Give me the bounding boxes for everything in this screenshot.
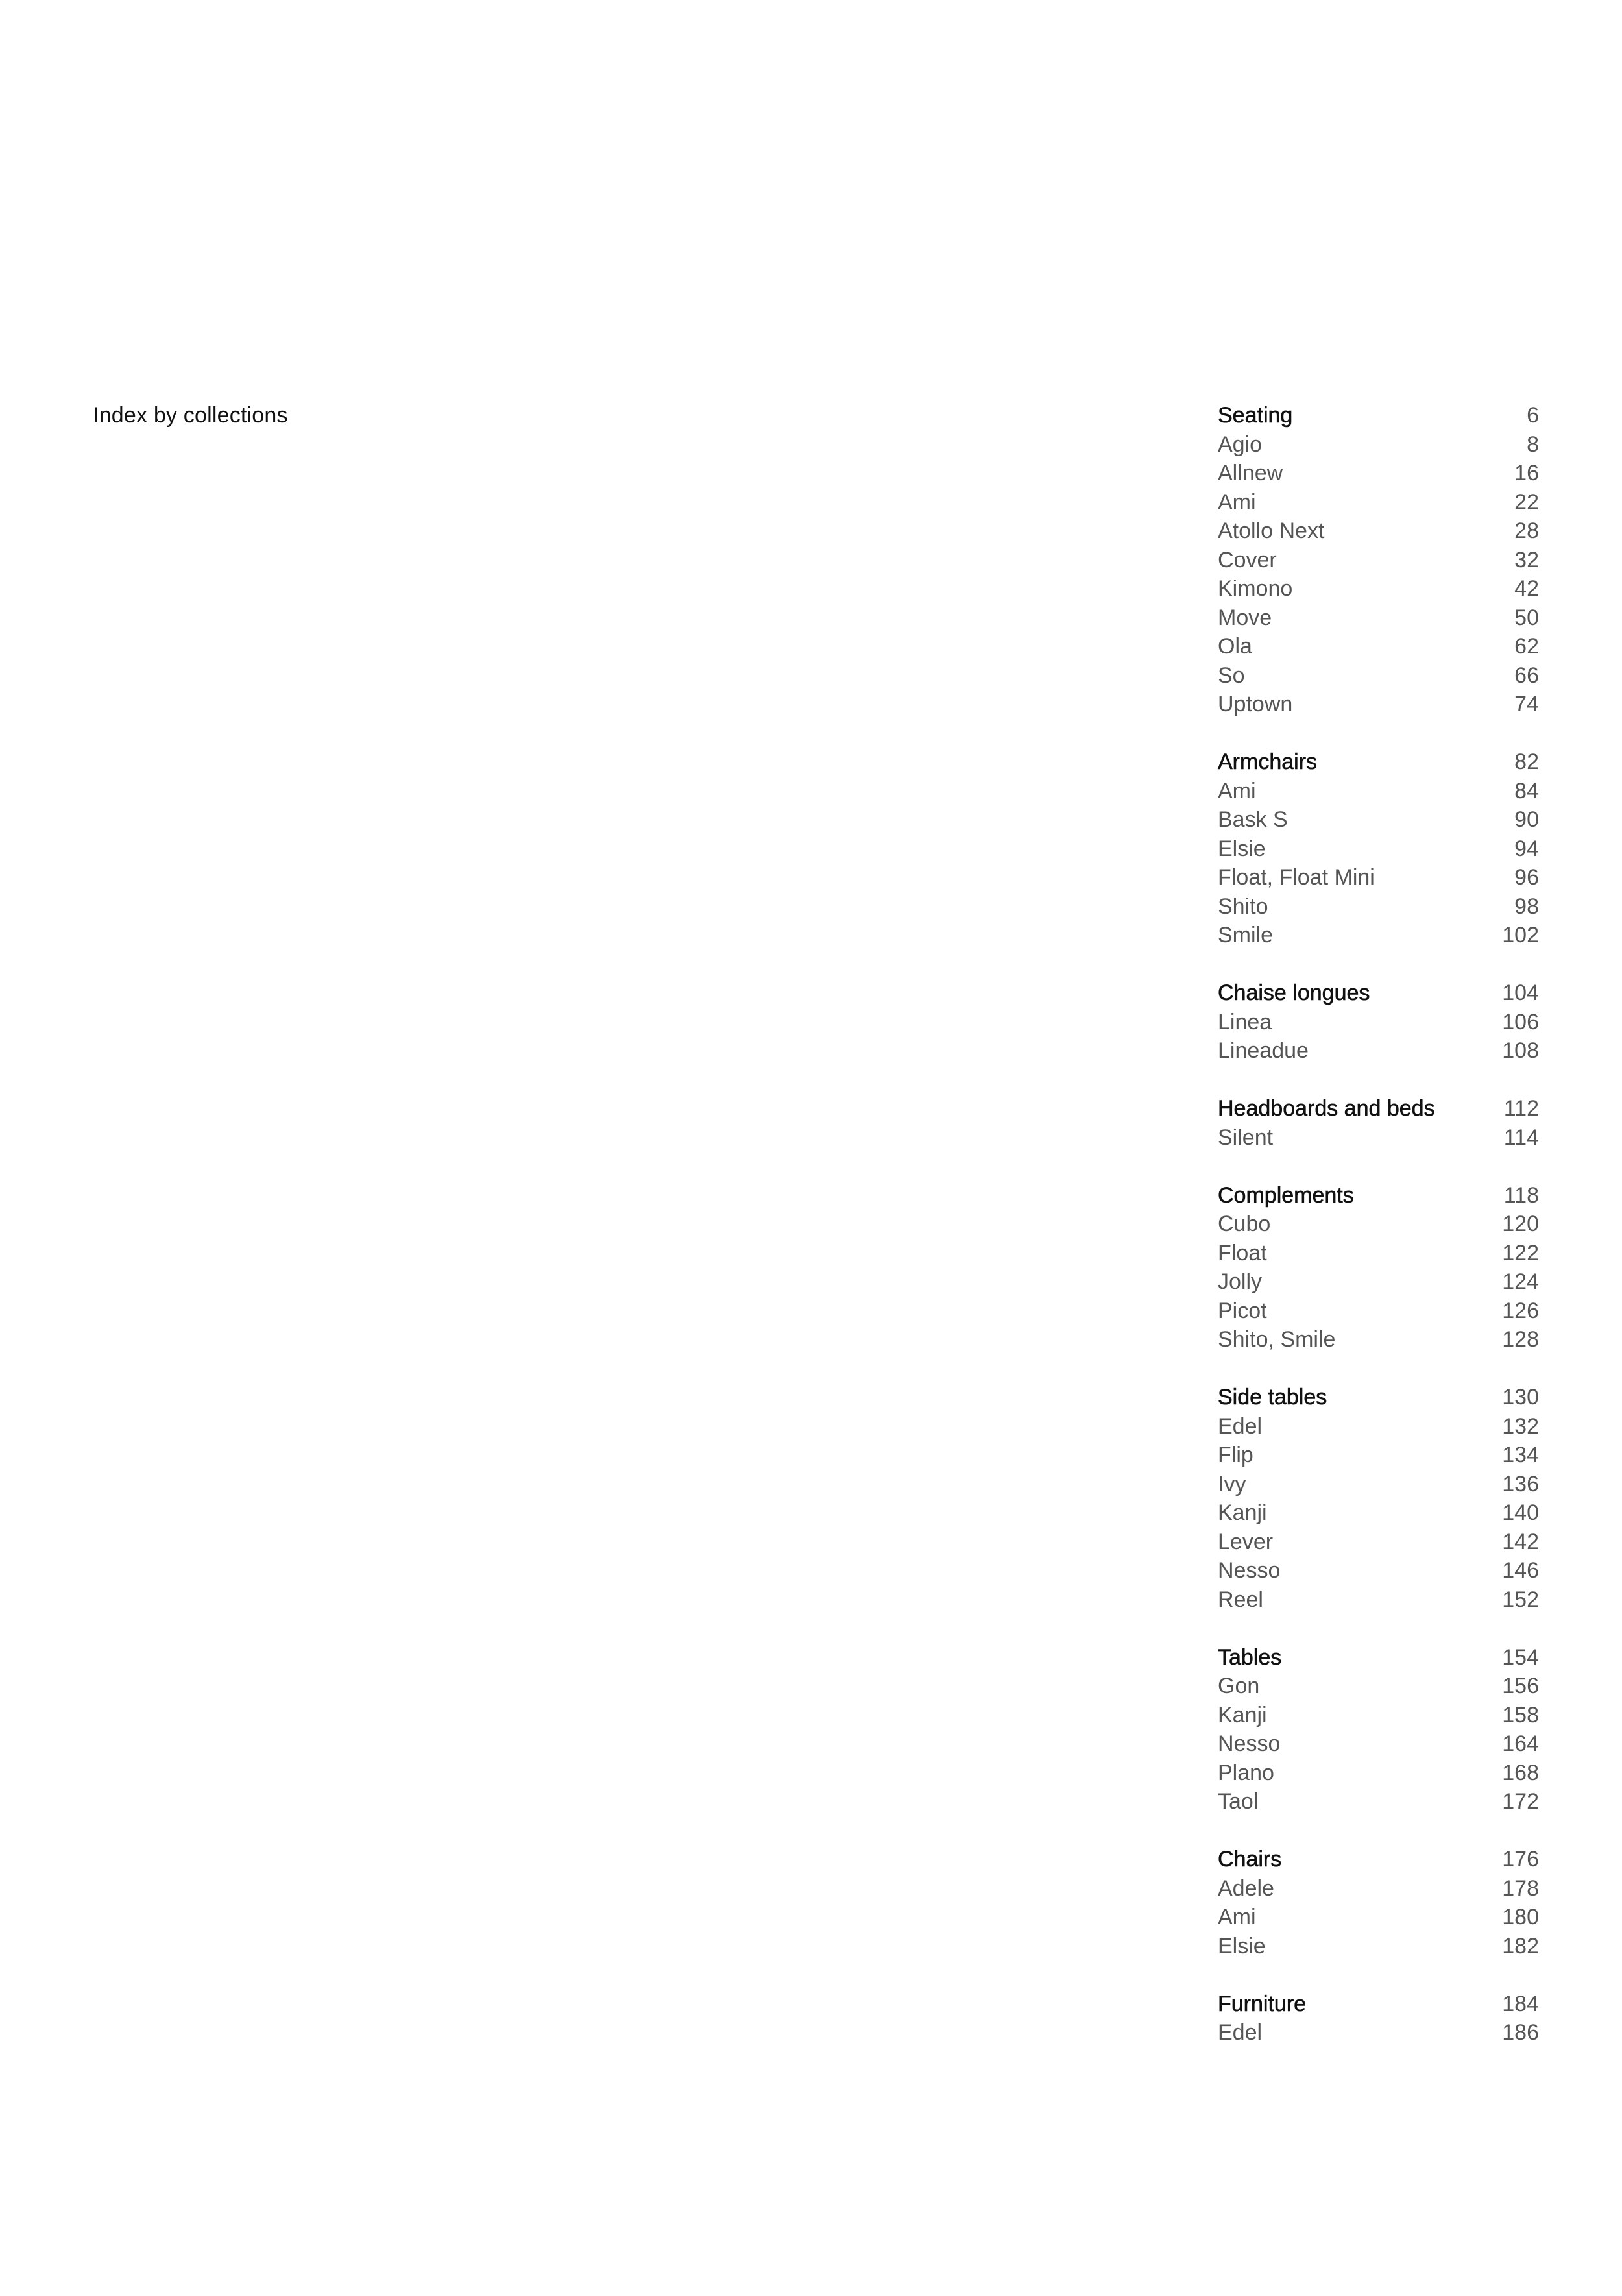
index-section (1218, 1845, 1539, 1960)
entry-page-number: 140 (1502, 1500, 1539, 1525)
section-heading-row[interactable] (1218, 1094, 1539, 1123)
entry-name: Ami (1218, 1905, 1256, 1929)
entry-page-number: 62 (1514, 634, 1539, 659)
section-heading-row[interactable] (1218, 1643, 1539, 1672)
index-entry[interactable] (1218, 1210, 1539, 1239)
section-heading: Furniture (1218, 1991, 1307, 2016)
entry-page-number: 152 (1502, 1587, 1539, 1612)
index-entry[interactable] (1218, 863, 1539, 892)
index-entry[interactable] (1218, 777, 1539, 806)
entry-name: Taol (1218, 1789, 1259, 1814)
index-entry[interactable] (1218, 1267, 1539, 1297)
entry-name: Edel (1218, 1413, 1263, 1439)
section-heading-row[interactable] (1218, 1383, 1539, 1412)
index-entry[interactable] (1218, 632, 1539, 661)
section-heading: Chaise longues (1218, 981, 1370, 1005)
entry-page-number: 28 (1514, 519, 1539, 543)
entry-page-number: 96 (1514, 865, 1539, 890)
entry-page-number: 178 (1502, 1875, 1539, 1901)
entry-name: Linea (1218, 1009, 1272, 1034)
entry-page-number: 16 (1514, 461, 1539, 485)
index-entry[interactable] (1218, 430, 1539, 459)
entry-name: Gon (1218, 1674, 1260, 1698)
entry-page-number: 90 (1514, 807, 1539, 832)
section-page-number: 82 (1514, 750, 1539, 774)
index-entry[interactable] (1218, 1008, 1539, 1037)
entry-page-number: 156 (1502, 1674, 1539, 1698)
index-entry[interactable] (1218, 1874, 1539, 1903)
index-entry[interactable] (1218, 1498, 1539, 1528)
entry-page-number: 114 (1503, 1125, 1539, 1150)
index-section (1218, 1181, 1539, 1354)
entry-name: Silent (1218, 1125, 1274, 1150)
entry-name: Ami (1218, 778, 1256, 803)
entry-page-number: 8 (1527, 432, 1539, 457)
index-section (1218, 1990, 1539, 2047)
index-entry[interactable] (1218, 1297, 1539, 1326)
index-entry[interactable] (1218, 1036, 1539, 1066)
entry-name: Uptown (1218, 692, 1293, 716)
section-page-number: 6 (1527, 403, 1539, 428)
section-page-number: 130 (1502, 1385, 1539, 1410)
index-entry[interactable] (1218, 1123, 1539, 1153)
index-entry[interactable] (1218, 1528, 1539, 1557)
entry-page-number: 42 (1514, 576, 1539, 601)
entry-name: Ivy (1218, 1471, 1246, 1496)
entry-page-number: 108 (1502, 1038, 1539, 1063)
index-entry[interactable] (1218, 835, 1539, 864)
section-page-number: 176 (1502, 1847, 1539, 1872)
section-heading: Armchairs (1218, 750, 1318, 774)
entry-name: Jolly (1218, 1269, 1263, 1294)
entry-page-number: 66 (1514, 663, 1539, 688)
section-heading: Side tables (1218, 1385, 1327, 1410)
entry-page-number: 172 (1502, 1789, 1539, 1814)
entry-name: Move (1218, 605, 1272, 630)
entry-page-number: 132 (1502, 1413, 1539, 1439)
entry-page-number: 122 (1502, 1240, 1539, 1265)
section-heading-row[interactable] (1218, 979, 1539, 1008)
section-heading-row[interactable] (1218, 401, 1539, 430)
entry-name: Cubo (1218, 1212, 1271, 1236)
index-entry[interactable] (1218, 546, 1539, 575)
index-entry[interactable] (1218, 1239, 1539, 1268)
index-entry[interactable] (1218, 2018, 1539, 2047)
entry-page-number: 128 (1502, 1327, 1539, 1352)
index-section (1218, 401, 1539, 719)
entry-name: Plano (1218, 1760, 1274, 1785)
entry-name: Bask S (1218, 807, 1288, 832)
index-entry[interactable] (1218, 1932, 1539, 1961)
entry-name: Shito, Smile (1218, 1327, 1336, 1352)
section-page-number: 184 (1502, 1991, 1539, 2016)
entry-name: Allnew (1218, 461, 1283, 485)
entry-name: Flip (1218, 1443, 1253, 1467)
entry-page-number: 94 (1514, 836, 1539, 861)
entry-name: Edel (1218, 2020, 1263, 2045)
index-entry[interactable] (1218, 1412, 1539, 1441)
entry-page-number: 124 (1502, 1269, 1539, 1294)
entry-name: Cover (1218, 547, 1277, 572)
entry-page-number: 168 (1502, 1760, 1539, 1785)
index-entry[interactable] (1218, 892, 1539, 922)
index-entry[interactable] (1218, 604, 1539, 633)
section-page-number: 154 (1502, 1644, 1539, 1670)
section-page-number: 118 (1503, 1182, 1539, 1208)
section-heading: Seating (1218, 403, 1293, 428)
index-section (1218, 979, 1539, 1066)
entry-name: So (1218, 663, 1245, 688)
entry-page-number: 182 (1502, 1933, 1539, 1959)
section-page-number: 112 (1503, 1096, 1539, 1121)
index-entry[interactable] (1218, 459, 1539, 488)
index-entry[interactable] (1218, 1729, 1539, 1759)
index-entry[interactable] (1218, 1787, 1539, 1816)
entry-name: Elsie (1218, 836, 1266, 861)
entry-page-number: 126 (1502, 1298, 1539, 1323)
entry-name: Lever (1218, 1529, 1274, 1554)
entry-name: Agio (1218, 432, 1263, 457)
entry-name: Picot (1218, 1298, 1267, 1323)
index-entry[interactable] (1218, 1701, 1539, 1730)
entry-page-number: 22 (1514, 489, 1539, 515)
section-heading: Complements (1218, 1182, 1354, 1208)
entry-name: Nesso (1218, 1558, 1281, 1583)
section-page-number: 104 (1502, 981, 1539, 1005)
index-entry[interactable] (1218, 1672, 1539, 1701)
entry-name: Shito (1218, 894, 1268, 919)
entry-name: Lineadue (1218, 1038, 1309, 1063)
index-section (1218, 748, 1539, 950)
entry-page-number: 136 (1502, 1471, 1539, 1496)
entry-name: Adele (1218, 1875, 1274, 1901)
index-entry[interactable] (1218, 517, 1539, 546)
entry-name: Ami (1218, 489, 1256, 515)
entry-name: Float (1218, 1240, 1267, 1265)
index-section (1218, 1643, 1539, 1816)
index-entry[interactable] (1218, 805, 1539, 835)
index-list (1218, 401, 1539, 2076)
index-section (1218, 1094, 1539, 1152)
section-heading: Tables (1218, 1644, 1282, 1670)
entry-page-number: 120 (1502, 1212, 1539, 1236)
entry-name: Nesso (1218, 1731, 1281, 1756)
index-entry[interactable] (1218, 1470, 1539, 1499)
entry-name: Smile (1218, 923, 1274, 947)
entry-name: Kanji (1218, 1702, 1267, 1728)
entry-page-number: 50 (1514, 605, 1539, 630)
entry-page-number: 142 (1502, 1529, 1539, 1554)
index-section (1218, 1383, 1539, 1614)
entry-page-number: 164 (1502, 1731, 1539, 1756)
index-entry[interactable] (1218, 1325, 1539, 1354)
entry-page-number: 158 (1502, 1702, 1539, 1728)
entry-page-number: 186 (1502, 2020, 1539, 2045)
entry-page-number: 180 (1502, 1905, 1539, 1929)
entry-name: Kimono (1218, 576, 1293, 601)
entry-page-number: 98 (1514, 894, 1539, 919)
index-entry[interactable] (1218, 1903, 1539, 1932)
section-heading: Chairs (1218, 1847, 1282, 1872)
index-entry[interactable] (1218, 1556, 1539, 1585)
entry-page-number: 74 (1514, 692, 1539, 716)
index-entry[interactable] (1218, 690, 1539, 719)
section-heading-row[interactable] (1218, 1990, 1539, 2019)
index-entry[interactable] (1218, 488, 1539, 517)
section-heading-row[interactable] (1218, 1181, 1539, 1210)
page-title: Index by collections (93, 403, 288, 428)
entry-page-number: 106 (1502, 1009, 1539, 1034)
entry-page-number: 84 (1514, 778, 1539, 803)
index-entry[interactable] (1218, 661, 1539, 690)
entry-name: Elsie (1218, 1933, 1266, 1959)
index-entry[interactable] (1218, 574, 1539, 604)
entry-name: Reel (1218, 1587, 1263, 1612)
entry-name: Float, Float Mini (1218, 865, 1375, 890)
entry-name: Atollo Next (1218, 519, 1325, 543)
index-entry[interactable] (1218, 921, 1539, 950)
index-entry[interactable] (1218, 1759, 1539, 1788)
entry-page-number: 134 (1502, 1443, 1539, 1467)
entry-page-number: 102 (1502, 923, 1539, 947)
index-entry[interactable] (1218, 1441, 1539, 1470)
entry-name: Ola (1218, 634, 1252, 659)
section-heading-row[interactable] (1218, 1845, 1539, 1874)
entry-page-number: 32 (1514, 547, 1539, 572)
entry-page-number: 146 (1502, 1558, 1539, 1583)
entry-name: Kanji (1218, 1500, 1267, 1525)
section-heading: Headboards and beds (1218, 1096, 1435, 1121)
index-entry[interactable] (1218, 1585, 1539, 1615)
section-heading-row[interactable] (1218, 748, 1539, 777)
